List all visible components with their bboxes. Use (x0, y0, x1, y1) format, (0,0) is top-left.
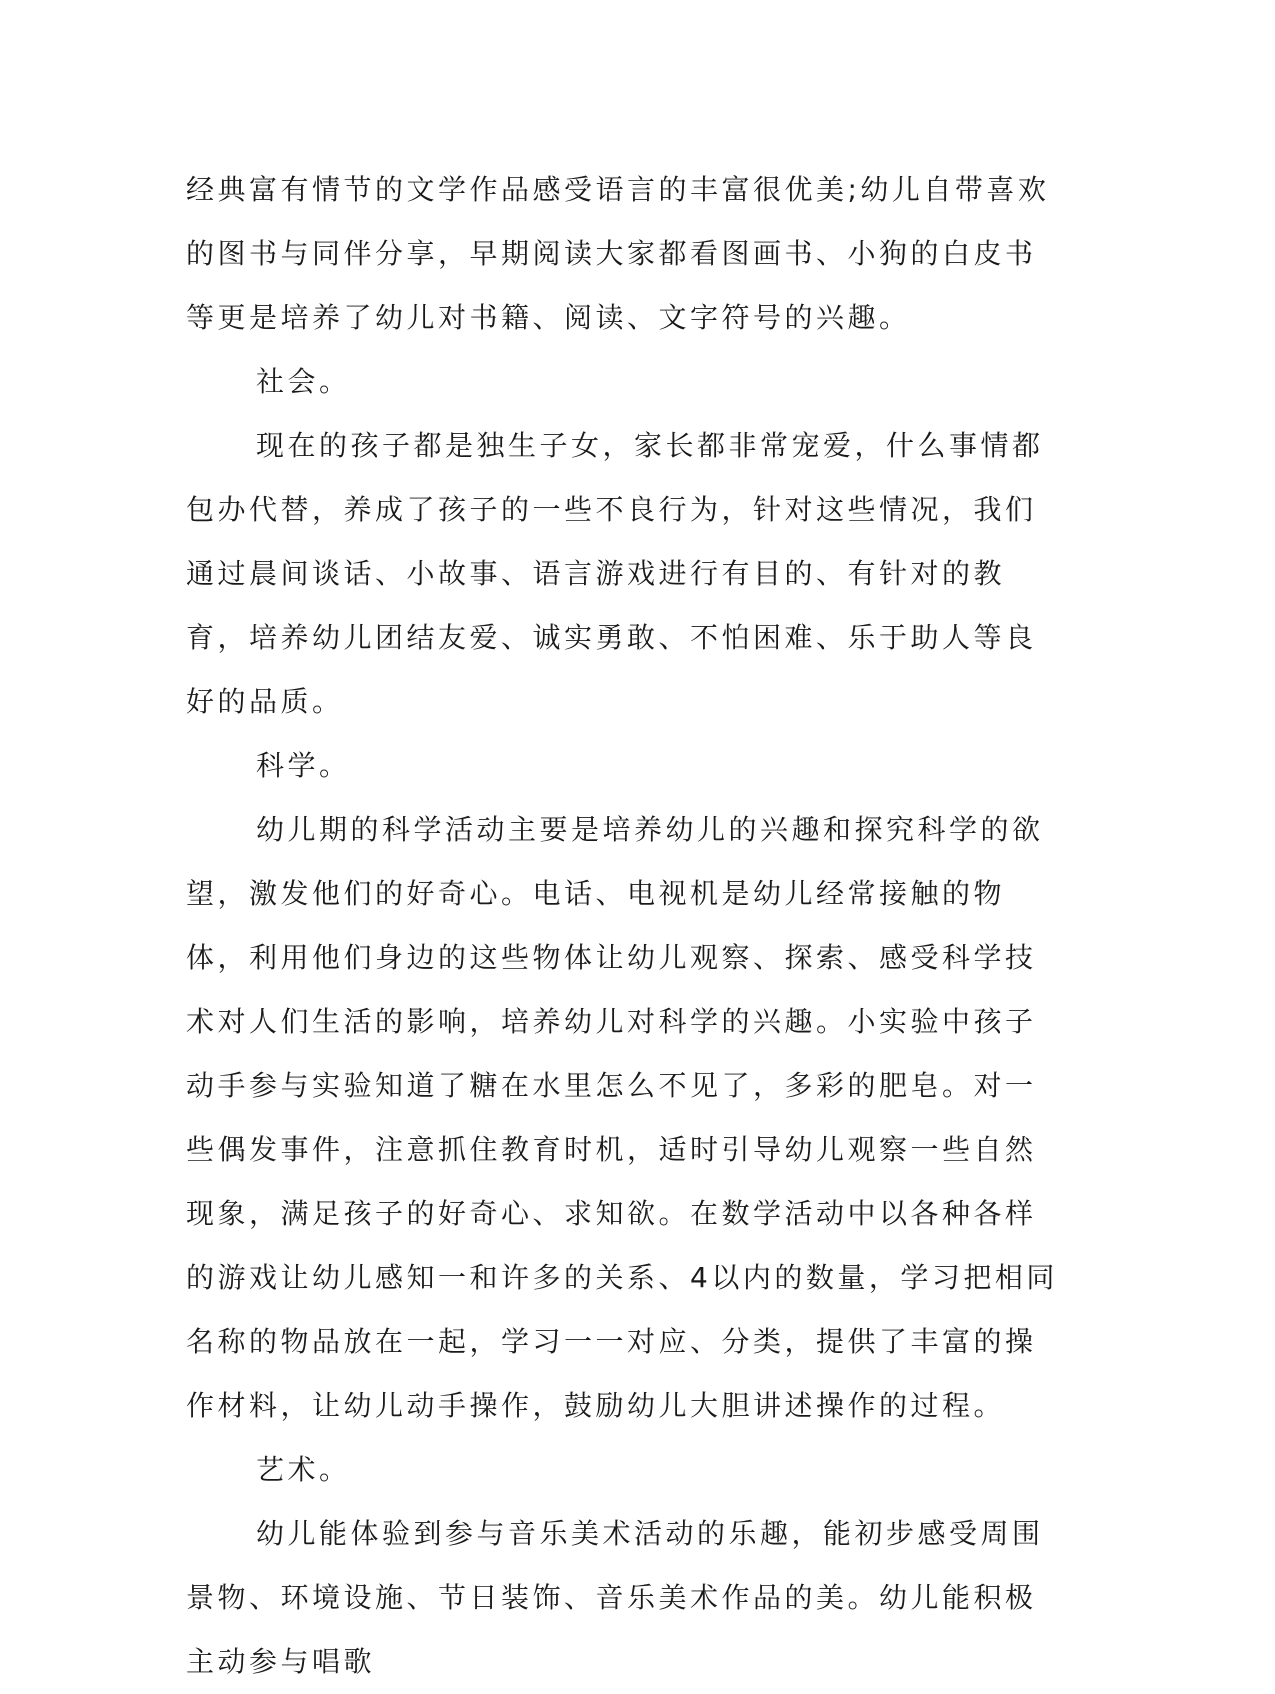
paragraph-social: 现在的孩子都是独生子女，家长都非常宠爱，什么事情都包办代替，养成了孩子的一些不良行为，针对这些情况，我们通过晨间谈话、小故事、语言游戏进行有目的、有针对的教育，培养幼儿团结友爱、诚实勇敢、不怕困难、乐于助人等良好的品质。 (186, 429, 1044, 718)
heading-science: 科学。 (256, 749, 351, 782)
heading-art: 艺术。 (256, 1453, 351, 1486)
paragraph-literature-continued: 经典富有情节的文学作品感受语言的丰富很优美;幼儿自带喜欢的图书与同伴分享，早期阅读大家都看图画书、小狗的白皮书等更是培养了幼儿对书籍、阅读、文字符号的兴趣。 (186, 173, 1050, 334)
paragraph-art: 幼儿能体验到参与音乐美术活动的乐趣，能初步感受周围景物、环境设施、节日装饰、音乐美术作品的美。幼儿能积极主动参与唱歌 (186, 1517, 1044, 1678)
paragraph-science: 幼儿期的科学活动主要是培养幼儿的兴趣和探究科学的欲望，激发他们的好奇心。电话、电视机是幼儿经常接触的物体，利用他们身边的这些物体让幼儿观察、探索、感受科学技术对人们生活的影响，培养幼儿对科学的兴趣。小实验中孩子动手参与实验知道了糖在水里怎么不见了，多彩的肥皂。对一些偶发事件，注意抓住教育时机，适时引导幼儿观察一些自然现象，满足孩子的好奇心、求知欲。在数学活动中以各种各样的游戏让幼儿感知一和许多的关系、4以内的数量，学习把相同名称的物品放在一起，学习一一对应、分类，提供了丰富的操作材料，让幼儿动手操作，鼓励幼儿大胆讲述操作的过程。 (186, 813, 1058, 1422)
document-body (186, 158, 1066, 1694)
heading-social: 社会。 (256, 365, 351, 398)
